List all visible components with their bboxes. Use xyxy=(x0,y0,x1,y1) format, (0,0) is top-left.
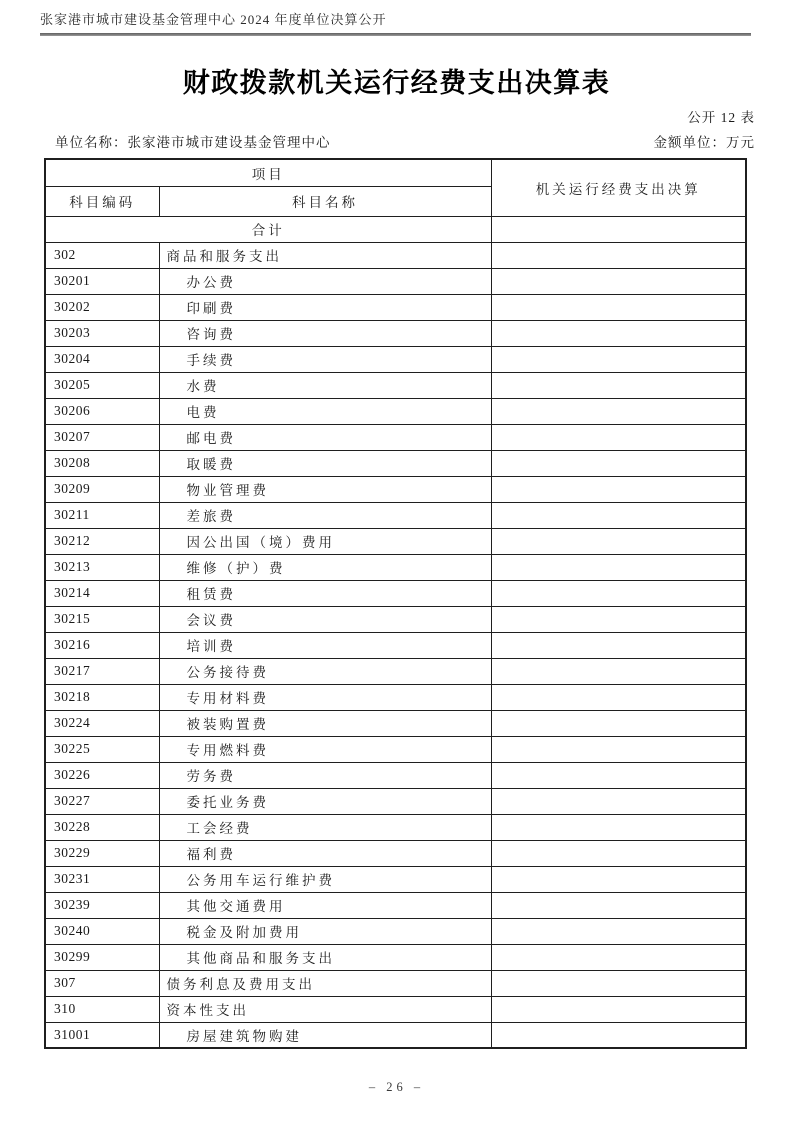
subject-code-cell: 30205 xyxy=(45,372,159,398)
subject-code-cell: 30201 xyxy=(45,268,159,294)
value-cell xyxy=(491,424,746,450)
value-column-header-cell: 机关运行经费支出决算 xyxy=(491,159,746,216)
table-row xyxy=(45,840,746,866)
table-row xyxy=(45,788,746,814)
value-cell xyxy=(491,346,746,372)
table-row xyxy=(45,268,746,294)
subject-code-cell: 30214 xyxy=(45,580,159,606)
header-divider-rule xyxy=(40,33,751,36)
subject-code-cell: 30218 xyxy=(45,684,159,710)
subject-name-cell: 专用材料费 xyxy=(159,684,491,710)
value-cell xyxy=(491,866,746,892)
subject-code-cell: 310 xyxy=(45,996,159,1022)
value-cell xyxy=(491,710,746,736)
subject-code-cell: 30211 xyxy=(45,502,159,528)
value-cell xyxy=(491,1022,746,1048)
running-header-text: 张家港市城市建设基金管理中心 2024 年度单位决算公开 xyxy=(40,12,387,27)
subject-code-cell: 30206 xyxy=(45,398,159,424)
subject-code-cell: 30207 xyxy=(45,424,159,450)
page-number: – 26 – xyxy=(368,1080,425,1094)
subject-name-cell: 邮电费 xyxy=(159,424,491,450)
subject-name-cell: 电费 xyxy=(159,398,491,424)
table-row xyxy=(45,814,746,840)
subject-code-cell: 30202 xyxy=(45,294,159,320)
table-row xyxy=(45,450,746,476)
value-cell xyxy=(491,450,746,476)
value-cell xyxy=(491,372,746,398)
table-row xyxy=(45,502,746,528)
subject-name-cell: 房屋建筑物购建 xyxy=(159,1022,491,1048)
subject-code-cell: 30224 xyxy=(45,710,159,736)
value-cell xyxy=(491,320,746,346)
table-row xyxy=(45,580,746,606)
subject-code-cell: 30227 xyxy=(45,788,159,814)
subject-name-cell: 会议费 xyxy=(159,606,491,632)
value-cell xyxy=(491,580,746,606)
subject-name-cell: 培训费 xyxy=(159,632,491,658)
table-row xyxy=(45,918,746,944)
subject-name-cell: 劳务费 xyxy=(159,762,491,788)
subject-code-cell: 30299 xyxy=(45,944,159,970)
table-row xyxy=(45,736,746,762)
value-cell xyxy=(491,476,746,502)
table-row xyxy=(45,892,746,918)
table-row xyxy=(45,320,746,346)
table-row xyxy=(45,398,746,424)
subject-code-cell: 30228 xyxy=(45,814,159,840)
subject-code-cell: 30231 xyxy=(45,866,159,892)
subject-code-cell: 30203 xyxy=(45,320,159,346)
total-label-cell: 合计 xyxy=(45,216,491,242)
subject-name-cell: 办公费 xyxy=(159,268,491,294)
operating-expenses-table xyxy=(44,158,747,1049)
unit-name-label: 单位名称：张家港市城市建设基金管理中心 xyxy=(55,135,331,150)
subject-name-cell: 公务接待费 xyxy=(159,658,491,684)
value-cell xyxy=(491,606,746,632)
value-cell xyxy=(491,996,746,1022)
subject-name-cell: 工会经费 xyxy=(159,814,491,840)
subject-name-cell: 商品和服务支出 xyxy=(159,242,491,268)
value-cell xyxy=(491,892,746,918)
table-row xyxy=(45,554,746,580)
value-cell xyxy=(491,554,746,580)
table-row xyxy=(45,242,746,268)
table-row xyxy=(45,684,746,710)
subject-code-cell: 30239 xyxy=(45,892,159,918)
value-cell xyxy=(491,242,746,268)
table-row xyxy=(45,528,746,554)
table-row xyxy=(45,944,746,970)
subject-code-cell: 30217 xyxy=(45,658,159,684)
subject-name-cell: 债务利息及费用支出 xyxy=(159,970,491,996)
subject-code-cell: 30208 xyxy=(45,450,159,476)
subject-name-cell: 维修（护）费 xyxy=(159,554,491,580)
table-row xyxy=(45,632,746,658)
subject-code-cell: 31001 xyxy=(45,1022,159,1048)
page-running-header xyxy=(0,0,793,29)
project-header-cell: 项目 xyxy=(45,159,491,186)
subject-name-cell: 福利费 xyxy=(159,840,491,866)
subject-name-cell: 因公出国（境）费用 xyxy=(159,528,491,554)
subject-name-cell: 公务用车运行维护费 xyxy=(159,866,491,892)
table-row xyxy=(45,658,746,684)
meta-line xyxy=(55,131,755,151)
value-cell xyxy=(491,970,746,996)
header-row-project xyxy=(45,159,746,186)
subject-code-cell: 30215 xyxy=(45,606,159,632)
subject-name-cell: 水费 xyxy=(159,372,491,398)
table-row xyxy=(45,476,746,502)
table-head xyxy=(45,159,746,216)
subject-code-cell: 30226 xyxy=(45,762,159,788)
subject-code-cell: 30212 xyxy=(45,528,159,554)
value-cell xyxy=(491,840,746,866)
subject-name-cell: 手续费 xyxy=(159,346,491,372)
subject-code-cell: 30209 xyxy=(45,476,159,502)
table-body xyxy=(45,216,746,1048)
value-cell xyxy=(491,918,746,944)
value-cell xyxy=(491,632,746,658)
subject-name-cell: 取暖费 xyxy=(159,450,491,476)
value-cell xyxy=(491,814,746,840)
subject-code-cell: 30229 xyxy=(45,840,159,866)
value-cell xyxy=(491,788,746,814)
total-row xyxy=(45,216,746,242)
value-cell xyxy=(491,502,746,528)
subject-code-cell: 30213 xyxy=(45,554,159,580)
subject-name-cell: 其他交通费用 xyxy=(159,892,491,918)
table-row xyxy=(45,710,746,736)
table-row xyxy=(45,606,746,632)
subject-name-cell: 专用燃料费 xyxy=(159,736,491,762)
amount-unit-label: 金额单位：万元 xyxy=(653,135,755,150)
table-number-label: 公开 12 表 xyxy=(687,110,755,125)
subject-code-cell: 30204 xyxy=(45,346,159,372)
subject-code-cell: 302 xyxy=(45,242,159,268)
subject-code-cell: 30216 xyxy=(45,632,159,658)
table-row xyxy=(45,762,746,788)
table-row xyxy=(45,346,746,372)
subject-name-cell: 资本性支出 xyxy=(159,996,491,1022)
page-title: 财政拨款机关运行经费支出决算表 xyxy=(182,68,611,98)
value-cell xyxy=(491,944,746,970)
table-row xyxy=(45,866,746,892)
subject-name-cell: 租赁费 xyxy=(159,580,491,606)
table-row xyxy=(45,970,746,996)
value-cell xyxy=(491,736,746,762)
subject-name-cell: 印刷费 xyxy=(159,294,491,320)
subject-code-cell: 30240 xyxy=(45,918,159,944)
value-cell xyxy=(491,294,746,320)
value-cell xyxy=(491,528,746,554)
subject-code-cell: 30225 xyxy=(45,736,159,762)
subject-name-cell: 其他商品和服务支出 xyxy=(159,944,491,970)
subject-name-cell: 差旅费 xyxy=(159,502,491,528)
subject-name-cell: 委托业务费 xyxy=(159,788,491,814)
value-cell xyxy=(491,268,746,294)
subject-code-header-cell: 科目编码 xyxy=(45,186,159,216)
total-value-cell xyxy=(491,216,746,242)
subject-name-cell: 物业管理费 xyxy=(159,476,491,502)
value-cell xyxy=(491,658,746,684)
value-cell xyxy=(491,398,746,424)
table-row xyxy=(45,294,746,320)
table-row xyxy=(45,424,746,450)
subject-name-cell: 被装购置费 xyxy=(159,710,491,736)
subject-name-cell: 咨询费 xyxy=(159,320,491,346)
table-row xyxy=(45,996,746,1022)
subject-name-header-cell: 科目名称 xyxy=(159,186,491,216)
value-cell xyxy=(491,762,746,788)
table-row xyxy=(45,372,746,398)
subject-name-cell: 税金及附加费用 xyxy=(159,918,491,944)
subject-code-cell: 307 xyxy=(45,970,159,996)
table-row xyxy=(45,1022,746,1048)
value-cell xyxy=(491,684,746,710)
